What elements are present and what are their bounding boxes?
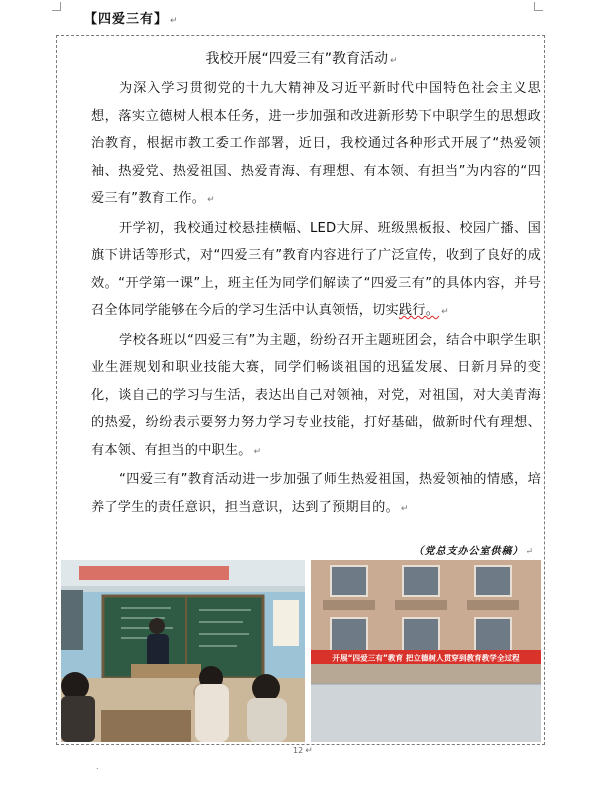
paragraph-1-text: 为深入学习贯彻党的十九大精神及习近平新时代中国特色社会主义思想，落实立德树人根本任务，进一步加强和改进新形势下中职学生的思想政治教育，根据市教工委工作部署，近日，我校通过各种形式开展了“热爱领袖、热爱党、热爱祖国、热爱青海、有理想、有本领、有担当”为内容的“四爱三有”教育工作。 <box>91 81 541 206</box>
paragraph-mark-icon: ↵ <box>525 547 534 557</box>
paragraph-mark-icon: ↵ <box>305 746 313 756</box>
article-title <box>57 48 546 68</box>
paragraph-mark-icon: ↵ <box>400 503 409 514</box>
paragraph-mark-icon: ↵ <box>253 446 262 457</box>
paragraph-4-text: “四爱三有”教育活动进一步加强了师生热爱祖国，热爱领袖的情感，培养了学生的责任意识，担当意识，达到了预期目的。 <box>91 472 541 515</box>
article-frame <box>56 35 545 745</box>
banner-text: 开展“四爱三有”教育 把立德树人贯穿到教育教学全过程 <box>332 653 520 663</box>
paragraph-mark-icon: ↵ <box>389 56 398 66</box>
paragraph-mark-icon: ↵ <box>207 195 215 205</box>
paragraph-mark-icon: ↵ <box>441 307 449 317</box>
classroom-photo <box>61 560 305 742</box>
article-credit <box>413 542 534 557</box>
classroom-photo-image <box>61 560 305 742</box>
paragraph-2-text: 开学初，我校通过校悬挂横幅、LED大屏、班级黑板报、校园广播、国旗下讲话等形式，对“四爱三有”教育内容进行了广泛宣传，收到了良好的成效。“开学第一课”上，班主任为同学们解读了“四爱三有”的具体内容，并号召全体同学能够在今后的学习生活中认真领悟，切实 <box>91 220 541 318</box>
article-title-text: 我校开展“四爱三有”教育活动 <box>205 51 388 67</box>
page-number <box>293 746 313 756</box>
spellcheck-underlined-text: 践行。 <box>398 303 440 318</box>
paragraph-2 <box>91 215 541 327</box>
article-body <box>91 75 541 523</box>
paragraph-mark-icon: ↵ <box>170 16 179 26</box>
empty-paragraph-mark: . <box>96 762 99 771</box>
crop-mark-top-right <box>534 2 543 11</box>
article-credit-text: （党总支办公室供稿） <box>413 546 524 557</box>
paragraph-3-text: 学校各班以“四爱三有”为主题，纷纷召开主题班团会，结合中职学生职业生涯规划和职业技能大赛，同学们畅谈祖国的迅猛发展、日新月异的变化，谈自己的学习与生活，表达出自己对领袖，对党，对祖国，对大美青海的热爱，纷纷表示要努力努力学习专业技能，打好基础，做新时代有理想、有本领、有担当的中职生。 <box>91 332 541 458</box>
section-tag <box>84 8 179 27</box>
crop-mark-top-left <box>52 2 61 11</box>
campus-banner-photo <box>311 560 541 742</box>
section-tag-text: 【四爱三有】 <box>84 12 169 27</box>
campus-banner-photo-image <box>311 560 541 742</box>
paragraph-1 <box>91 75 541 215</box>
paragraph-4 <box>91 466 541 523</box>
page-number-text: 12 <box>293 746 304 755</box>
paragraph-3 <box>91 327 541 467</box>
